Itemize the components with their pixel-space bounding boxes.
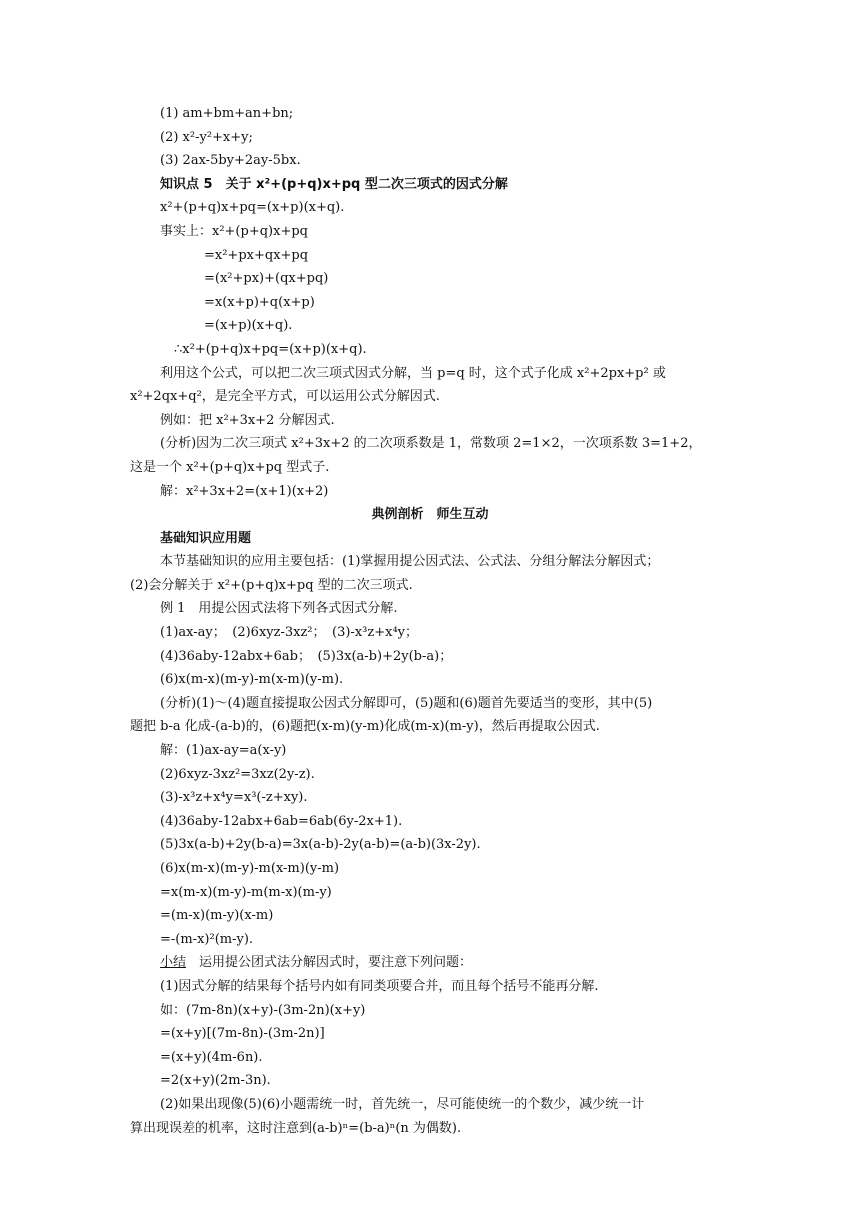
solution-line: (4)36aby-12abx+6ab=6ab(6y-2x+1). — [160, 813, 403, 829]
solution-line: (5)3x(a-b)+2y(b-a)=3x(a-b)-2y(a-b)=(a-b)(3x-2y). — [160, 837, 481, 853]
paragraph-line: 利用这个公式，可以把二次三项式因式分解，当 p=q 时，这个式子化成 x²+2px+p² 或 — [160, 365, 666, 381]
paragraph-line: (分析)因为二次三项式 x²+3x+2 的二次项系数是 1，常数项 2=1×2，一次项系数 3=1+2， — [160, 436, 702, 452]
example-line: =2(x+y)(2m-3n). — [160, 1073, 271, 1089]
text-line: (2) x²-y²+x+y; — [160, 129, 253, 145]
paragraph-line: (2)如果出现像(5)(6)小题需统一时，首先统一，尽可能使统一的个数少，减少统一计 — [160, 1096, 645, 1112]
derivation-step: =x(x+p)+q(x+p) — [204, 294, 315, 310]
paragraph-line: (分析)(1)～(4)题直接提取公因式分解即可，(5)题和(6)题首先要适当的变形，其中(5) — [160, 695, 653, 711]
formula-line: x²+(p+q)x+pq=(x+p)(x+q). — [160, 200, 345, 216]
solution-line: =x(m-x)(m-y)-m(m-x)(m-y) — [160, 884, 332, 900]
example-title: 例 1 用提公因式法将下列各式因式分解. — [160, 601, 398, 617]
solution-line: (6)x(m-x)(m-y)-m(x-m)(y-m) — [160, 861, 340, 876]
text-line: 例如：把 x²+3x+2 分解因式. — [160, 412, 335, 428]
solution-line: (3)-x³z+x⁴y=x³(-z+xy). — [160, 790, 308, 806]
summary-label: 小结 — [160, 955, 187, 971]
text-line: 事实上：x²+(p+q)x+pq — [160, 223, 308, 239]
solution-line: =-(m-x)²(m-y). — [160, 931, 254, 947]
derivation-step: =(x+p)(x+q). — [204, 318, 293, 334]
text-line: (3) 2ax-5by+2ay-5bx. — [160, 153, 301, 169]
example-line: =(x+y)[(7m-8n)-(3m-2n)] — [160, 1026, 325, 1042]
solution-line: 解：(1)ax-ay=a(x-y) — [160, 743, 287, 759]
solution-line: (2)6xyz-3xz²=3xz(2y-z). — [160, 766, 315, 782]
subsection-heading: 基础知识应用题 — [160, 530, 252, 546]
paragraph-line: 本节基础知识的应用主要包括：(1)掌握用提公因式法、公式法、分组分解法分解因式； — [160, 554, 660, 570]
exercise-line: (1)ax-ay； (2)6xyz-3xz²； (3)-x³z+x⁴y； — [160, 625, 419, 641]
paragraph-line: x²+2qx+q²，是完全平方式，可以运用公式分解因式. — [130, 389, 440, 405]
conclusion-line: ∴x²+(p+q)x+pq=(x+p)(x+q). — [174, 341, 367, 357]
text-line: (1) am+bm+an+bn; — [160, 106, 294, 121]
text-line: 解：x²+3x+2=(x+1)(x+2) — [160, 483, 329, 499]
paragraph-line: (2)会分解关于 x²+(p+q)x+pq 型的二次三项式. — [130, 577, 413, 593]
example-line: 如：(7m-8n)(x+y)-(3m-2n)(x+y) — [160, 1002, 366, 1018]
summary-text: 运用提公团式法分解因式时，要注意下列问题： — [199, 955, 473, 971]
paragraph-line: 算出现误差的机率，这时注意到(a-b)ⁿ=(b-a)ⁿ(n 为偶数). — [130, 1120, 462, 1136]
example-line: =(x+y)(4m-6n). — [160, 1049, 263, 1065]
derivation-step: =(x²+px)+(qx+pq) — [204, 271, 329, 287]
derivation-step: =x²+px+qx+pq — [204, 247, 309, 263]
section-title: 典例剖析 师生互动 — [371, 507, 489, 523]
paragraph-line: 这是一个 x²+(p+q)x+pq 型式子. — [130, 459, 330, 475]
section-heading: 知识点 5 关于 x²+(p+q)x+pq 型二次三项式的因式分解 — [160, 176, 508, 192]
paragraph-line: (1)因式分解的结果每个括号内如有同类项要合并，而且每个括号不能再分解. — [160, 978, 599, 994]
exercise-line: (6)x(m-x)(m-y)-m(x-m)(y-m). — [160, 672, 344, 688]
paragraph-line: 题把 b-a 化成-(a-b)的，(6)题把(x-m)(y-m)化成(m-x)(m-y)，然后再提取公因式. — [130, 719, 600, 735]
summary-line — [130, 951, 730, 975]
exercise-line: (4)36aby-12abx+6ab； (5)3x(a-b)+2y(b-a)； — [160, 648, 453, 664]
solution-line: =(m-x)(m-y)(x-m) — [160, 908, 274, 924]
